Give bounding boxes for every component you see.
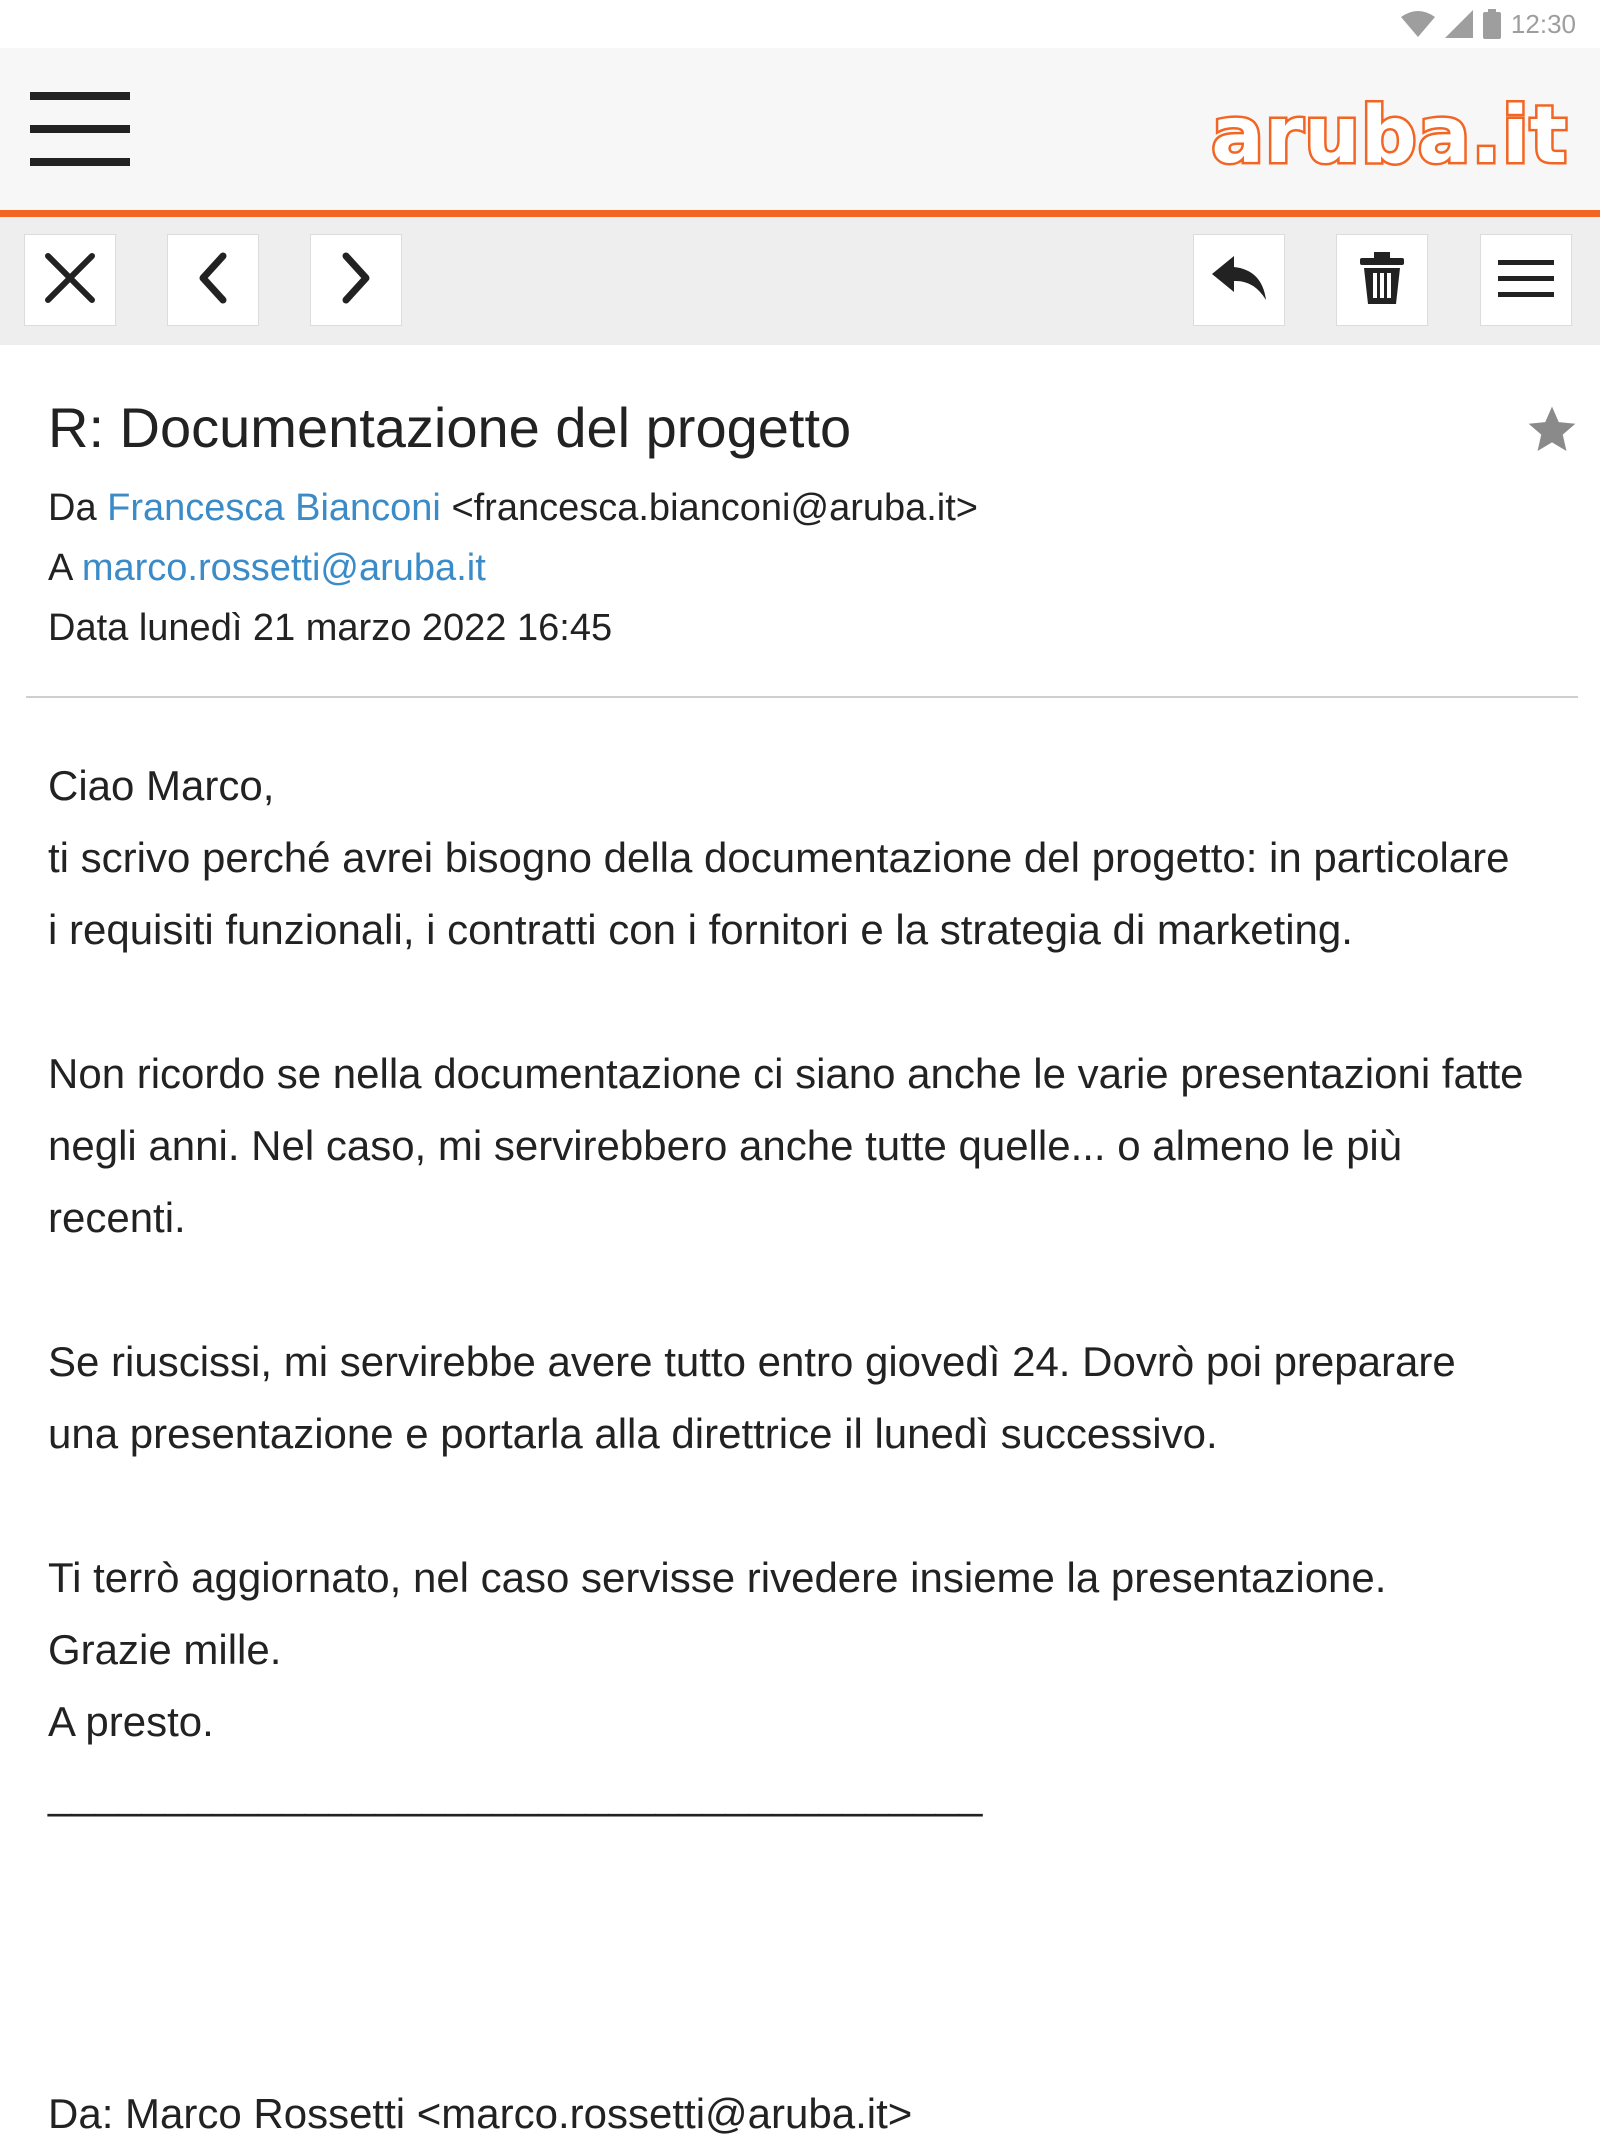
- status-icons: [1401, 8, 1576, 40]
- header-divider: [26, 696, 1578, 698]
- from-label: Da: [48, 487, 97, 529]
- clock: 12:30: [1510, 8, 1576, 39]
- from-row: [48, 478, 978, 538]
- status-bar: [0, 0, 1600, 48]
- app-header: [0, 48, 1600, 210]
- chevron-right-icon: [336, 252, 376, 309]
- chevron-left-icon: [193, 252, 233, 309]
- previous-message-button[interactable]: [167, 234, 259, 326]
- quote-separator: ________________________________________: [48, 1770, 983, 1817]
- wifi-icon: [1401, 11, 1435, 37]
- message-body: [48, 750, 1528, 1830]
- signal-icon: [1445, 10, 1473, 38]
- message-subject: R: Documentazione del progetto: [48, 396, 852, 459]
- delete-button[interactable]: [1336, 234, 1428, 326]
- sender-name-link[interactable]: Francesca Bianconi: [107, 487, 441, 529]
- greeting: Ciao Marco,: [48, 762, 275, 809]
- close-icon: [42, 250, 98, 311]
- recipient-email-link[interactable]: marco.rossetti@aruba.it: [81, 547, 486, 589]
- reply-icon: [1210, 254, 1268, 307]
- body-paragraph-1: ti scrivo perché avrei bisogno della documentazione del progetto: in particolare i requisiti funzionali, i contratti con i fornitori e la strategia di marketing.: [48, 834, 1510, 953]
- thanks-line: Grazie mille.: [48, 1626, 282, 1673]
- sender-email: <francesca.bianconi@aruba.it>: [451, 487, 979, 529]
- menu-icon: [1498, 258, 1554, 303]
- date-label: Data: [48, 607, 129, 649]
- to-row: [48, 538, 486, 598]
- header-accent-line: [0, 210, 1600, 217]
- next-message-button[interactable]: [310, 234, 402, 326]
- battery-icon: [1483, 9, 1501, 39]
- close-button[interactable]: [24, 234, 116, 326]
- more-menu-button[interactable]: [1480, 234, 1572, 326]
- body-paragraph-4: Ti terrò aggiornato, nel caso servisse rivedere insieme la presentazione.: [48, 1554, 1387, 1601]
- body-paragraph-2: Non ricordo se nella documentazione ci siano anche le varie presentazioni fatte negli anni. Nel caso, mi servirebbero anche tutte quelle... o almeno le più recenti.: [48, 1050, 1524, 1241]
- reply-button[interactable]: [1193, 234, 1285, 326]
- date-value: lunedì 21 marzo 2022 16:45: [138, 607, 613, 649]
- body-paragraph-3: Se riuscissi, mi servirebbe avere tutto entro giovedì 24. Dovrò poi preparare una presentazione e portarla alla direttrice il lunedì successivo.: [48, 1338, 1456, 1457]
- quoted-header-line: Da: Marco Rossetti <marco.rossetti@aruba.it>: [48, 2090, 913, 2137]
- aruba-logo: aruba.it: [1211, 91, 1568, 181]
- date-row: [48, 598, 612, 658]
- signoff-line: A presto.: [48, 1698, 214, 1745]
- main-menu-button[interactable]: [30, 92, 130, 168]
- trash-icon: [1360, 252, 1404, 309]
- message-toolbar: [0, 217, 1600, 345]
- star-icon[interactable]: [1524, 402, 1580, 458]
- to-label: A: [48, 547, 72, 589]
